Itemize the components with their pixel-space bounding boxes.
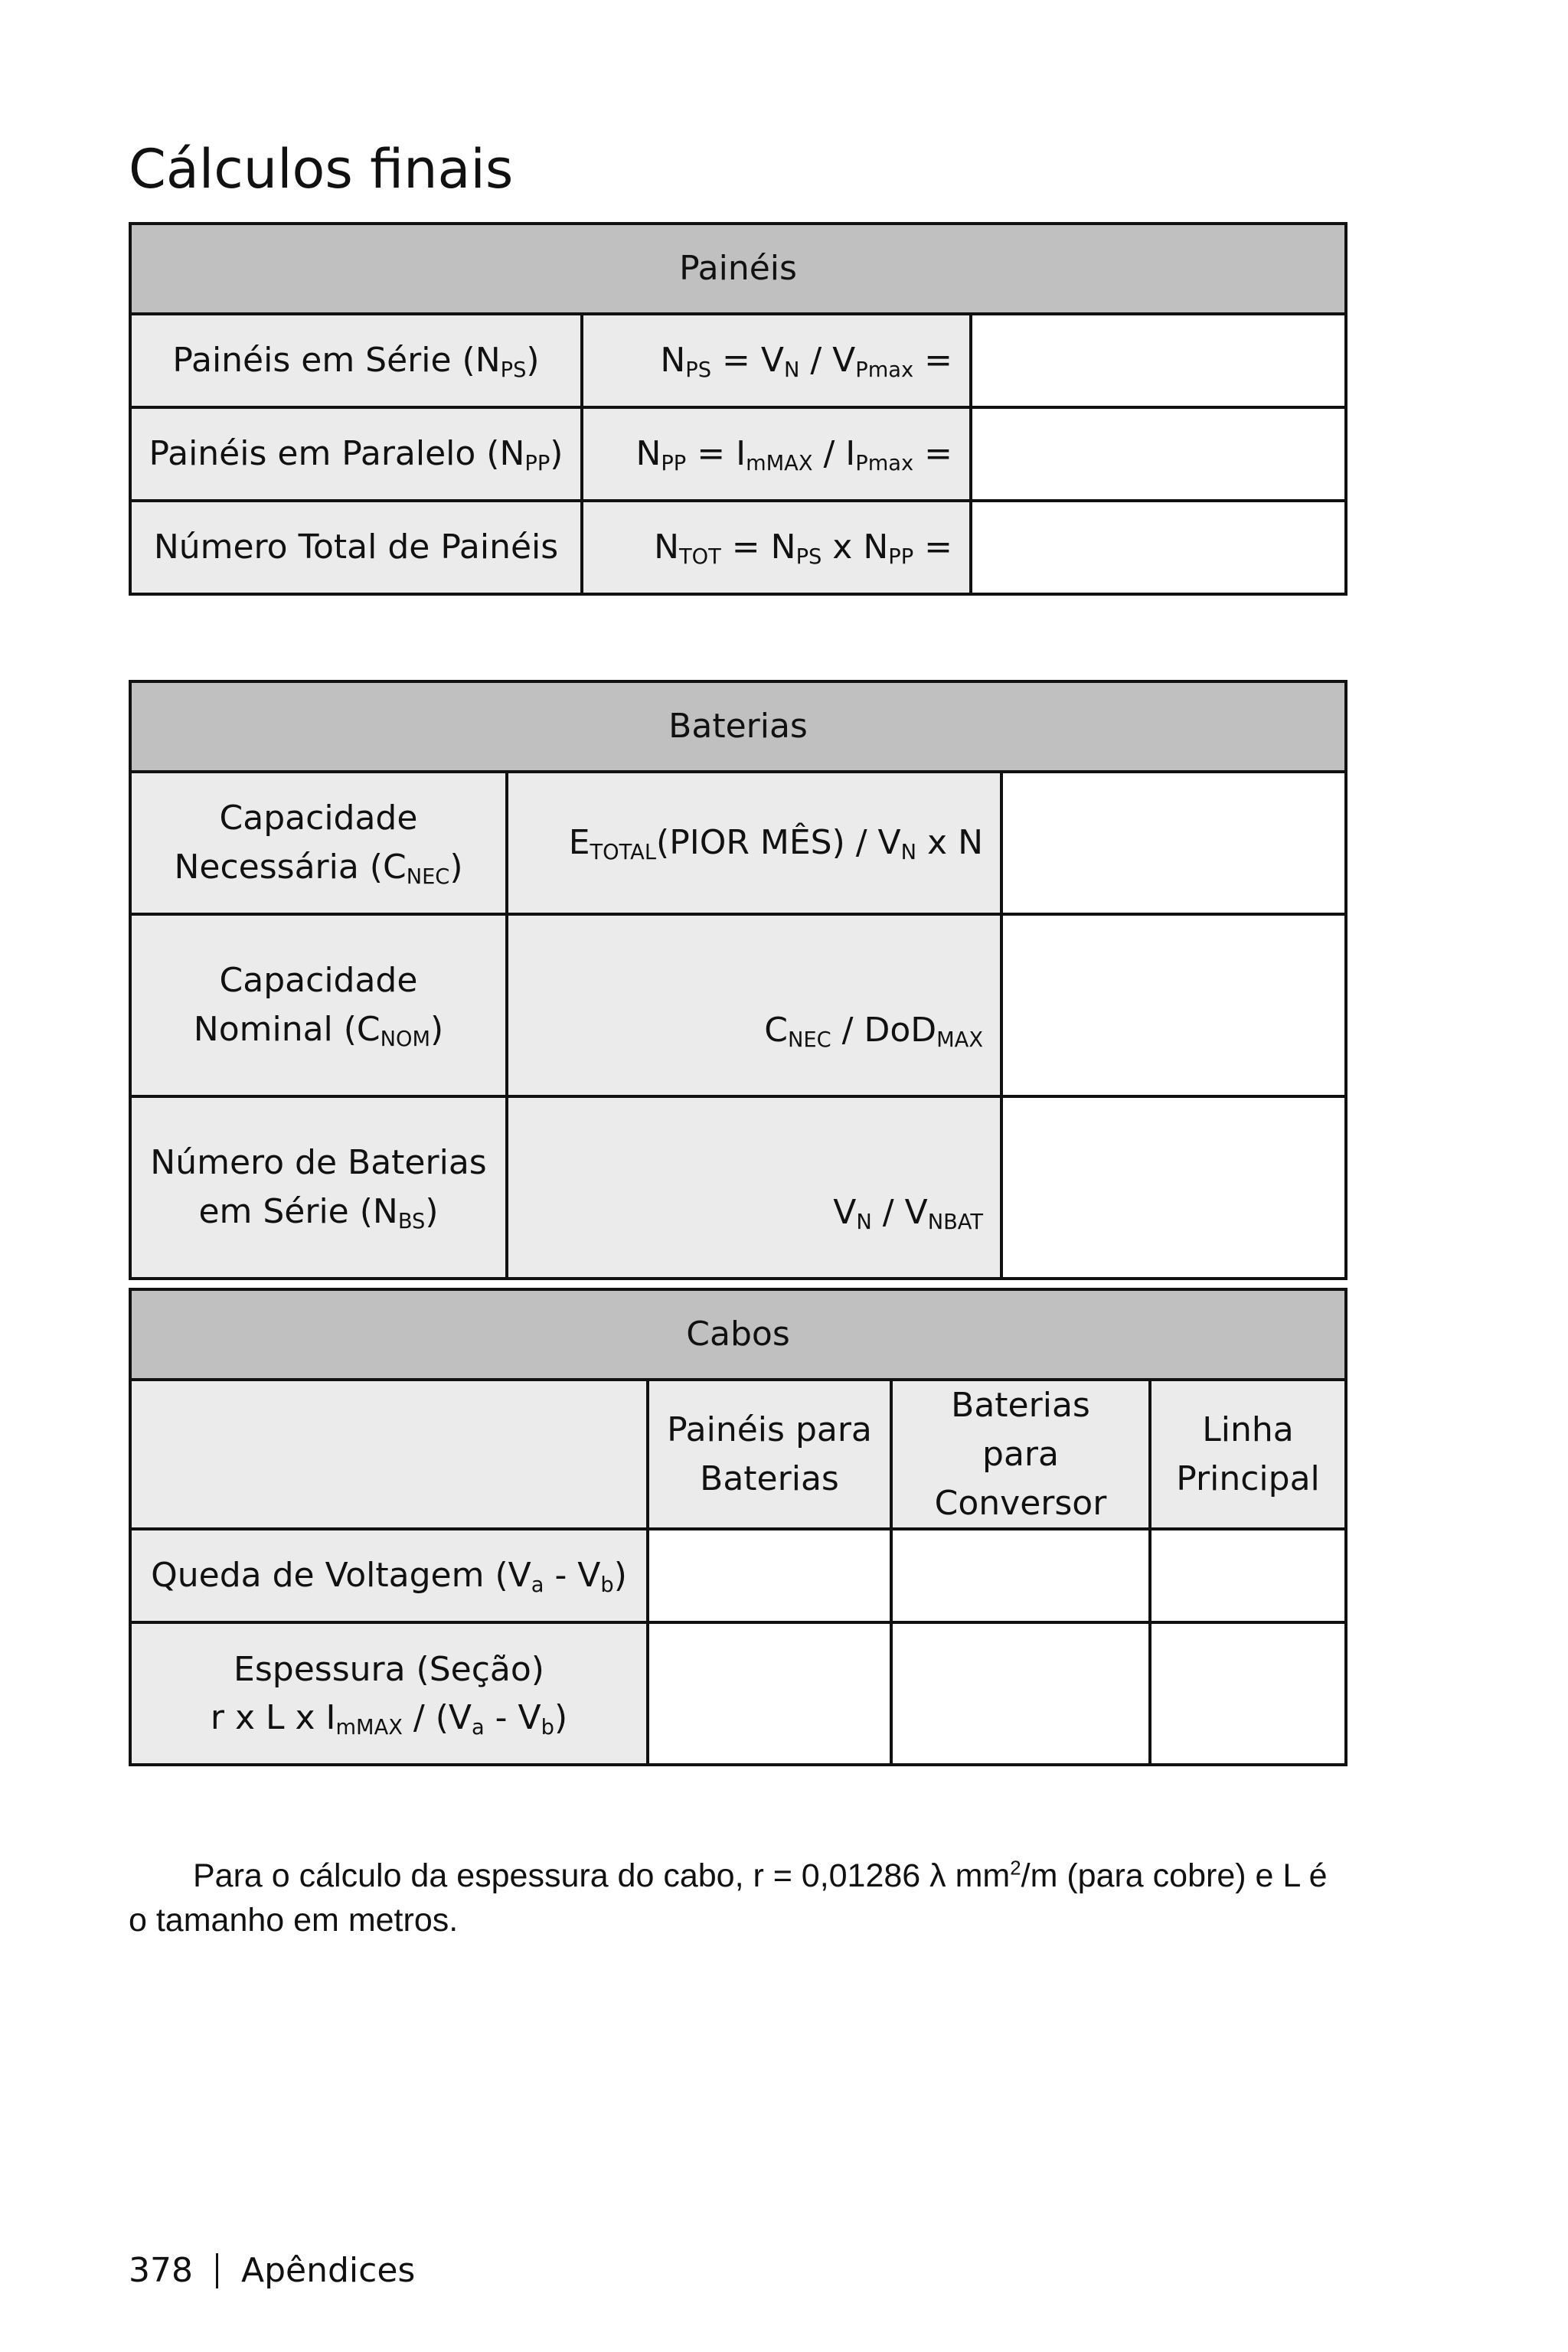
answer-cell[interactable] (1001, 1096, 1346, 1279)
row-label: Painéis em Paralelo $(N_{PP})$ (130, 407, 582, 501)
formula-cell: $C_{NEC} / DoD_{MAX}$ (507, 914, 1001, 1096)
empty-corner-cell (130, 1380, 648, 1529)
table-row (130, 772, 1346, 914)
page-number: 378 (129, 2251, 193, 2290)
answer-cell[interactable] (971, 501, 1346, 594)
cabos-table (129, 1288, 1348, 1766)
answer-cell[interactable] (1150, 1622, 1346, 1765)
footer-divider (216, 2253, 218, 2288)
table-row (130, 501, 1346, 594)
table-row (130, 1529, 1346, 1622)
answer-cell[interactable] (971, 407, 1346, 501)
table-row (130, 314, 1346, 407)
table-row (130, 1622, 1346, 1765)
column-header: Painéis para Baterias (648, 1380, 891, 1529)
formula-cell: $N_{PP} = I_{mMAX} / I_{Pmax}$ = (582, 407, 971, 501)
column-header-row (130, 1380, 1346, 1529)
row-label: Número de Baterias em Série $(N_{BS})$ (130, 1096, 507, 1279)
answer-cell[interactable] (648, 1622, 891, 1765)
answer-cell[interactable] (971, 314, 1346, 407)
page-title: Cálculos finais (129, 138, 514, 201)
cable-note: Para o cálculo da espessura do cabo, r = 0,01286 λ $mm^2/m$ (para cobre) e L é o tamanho em metros. (129, 1857, 1328, 1939)
formula-cell: $E_{TOTAL}(PIOR$ MÊS) / $V_N$ x N (507, 772, 1001, 914)
cabos-header: Cabos (130, 1289, 1346, 1380)
table-row (130, 407, 1346, 501)
baterias-table (129, 680, 1348, 1280)
row-label: Capacidade Nominal $(C_{NOM})$ (130, 914, 507, 1096)
column-header: Baterias para Conversor (891, 1380, 1150, 1529)
row-label: Painéis em Série $(N_{PS})$ (130, 314, 582, 407)
answer-cell[interactable] (648, 1529, 891, 1622)
paineis-table (129, 222, 1348, 596)
section-name: Apêndices (240, 2251, 416, 2290)
answer-cell[interactable] (891, 1622, 1150, 1765)
table-row (130, 1096, 1346, 1279)
answer-cell[interactable] (1150, 1529, 1346, 1622)
row-label: Espessura (Seção) r x L x $I_{mMAX} / (V_a - V_b)$ (130, 1622, 648, 1765)
formula-cell: $N_{TOT} = N_{PS}$ x $N_{PP}$ = (582, 501, 971, 594)
column-header: Linha Principal (1150, 1380, 1346, 1529)
row-label: Queda de Voltagem $(V_a - V_b)$ (130, 1529, 648, 1622)
table-row (130, 914, 1346, 1096)
page-footer (129, 2251, 415, 2290)
paineis-header: Painéis (130, 224, 1346, 314)
row-label: Capacidade Necessária $(C_{NEC})$ (130, 772, 507, 914)
answer-cell[interactable] (1001, 772, 1346, 914)
answer-cell[interactable] (891, 1529, 1150, 1622)
row-label: Número Total de Painéis (130, 501, 582, 594)
answer-cell[interactable] (1001, 914, 1346, 1096)
baterias-header: Baterias (130, 681, 1346, 772)
formula-cell: $V_N / V_{NBAT}$ (507, 1096, 1001, 1279)
formula-cell: $N_{PS} = V_N / V_{Pmax}$ = (582, 314, 971, 407)
